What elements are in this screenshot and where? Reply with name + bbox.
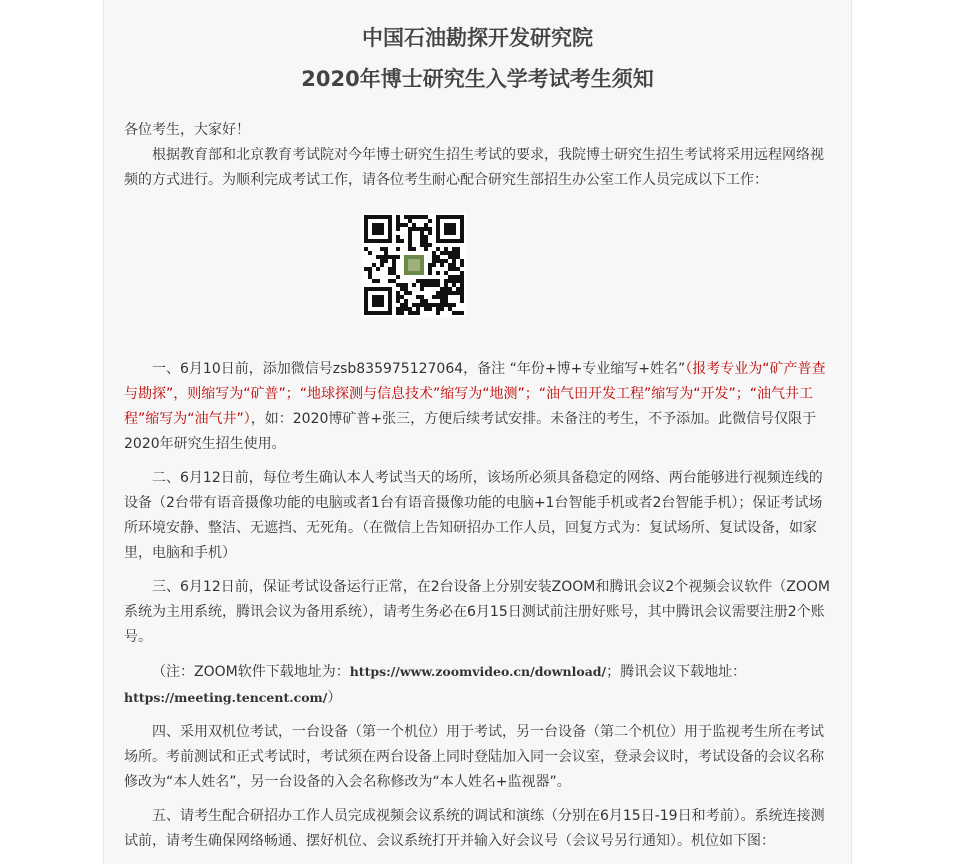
qr-code-icon	[364, 215, 464, 315]
zoom-download-link[interactable]: https://www.zoomvideo.cn/download/	[349, 664, 607, 679]
item-1-suffix: ，如：2020博矿普+张三，方便后续考试安排。未备注的考生，不予添加。此微信号仅限于2020年研究生招生使用。	[124, 411, 817, 452]
item-3: 三、6月12日前，保证考试设备运行正常，在2台设备上分别安装ZOOM和腾讯会议2个视频会议软件（ZOOM系统为主用系统，腾讯会议为备用系统），请考生务必在6月15日测试前注册好账号，其中腾讯会议需要注册2个账号。	[124, 579, 830, 645]
note-suffix: ）	[327, 690, 342, 706]
download-note	[124, 659, 836, 711]
note-prefix: （注：ZOOM软件下载地址为：	[152, 664, 350, 680]
page-subtitle: 2020年博士研究生入学考试考生须知	[301, 67, 654, 91]
wechat-qr-code	[362, 213, 466, 317]
greeting: 各位考生，大家好！	[124, 122, 250, 138]
article-page	[103, 0, 852, 864]
item-5: 五、请考生配合研招办工作人员完成视频会议系统的调试和演练（分别在6月15日-19日和考前）。系统连接测试前，请考生确保网络畅通、摆好机位、会议系统打开并输入好会议号（会议号另行通知）。机位如下图：	[124, 808, 825, 849]
tencent-download-link[interactable]: https://meeting.tencent.com/	[124, 690, 328, 705]
page-title: 中国石油勘探开发研究院	[362, 26, 593, 50]
item-4: 四、采用双机位考试，一台设备（第一个机位）用于考试，另一台设备（第二个机位）用于监视考生所在考试场所。考前测试和正式考试时，考试须在两台设备上同时登陆加入同一会议室，登录会议时，考试设备的会议名称修改为“本人姓名”，另一台设备的入会名称修改为“本人姓名+监视器”。	[124, 724, 824, 790]
item-1-text: 一、6月10日前，添加微信号zsb835975127064，备注 “年份+博+专业缩写+姓名”	[152, 361, 686, 377]
item-1	[124, 357, 836, 457]
note-middle: ；腾讯会议下载地址：	[606, 664, 747, 680]
intro-paragraph: 根据教育部和北京教育考试院对今年博士研究生招生考试的要求，我院博士研究生招生考试将采用远程网络视频的方式进行。为顺利完成考试工作，请各位考生耐心配合研究生部招生办公室工作人员完成以下工作：	[124, 147, 824, 188]
item-1-highlight: （报考专业为“矿产普查与勘探”，则缩写为“矿普”；“地球探测与信息技术”缩写为“地测”；“油气田开发工程”缩写为“开发”；“油气井工程”缩写为“油气井”）	[124, 361, 826, 427]
item-2: 二、6月12日前，每位考生确认本人考试当天的场所，该场所必须具备稳定的网络、两台能够进行视频连线的设备（2台带有语音摄像功能的电脑或者1台有语音摄像功能的电脑+1台智能手机或者2台智能手机）；保证考试场所环境安静、整洁、无遮挡、无死角。（在微信上告知研招办工作人员，回复方式为：复试场所、复试设备，如家里，电脑和手机）	[124, 470, 823, 561]
article-body	[124, 116, 836, 854]
